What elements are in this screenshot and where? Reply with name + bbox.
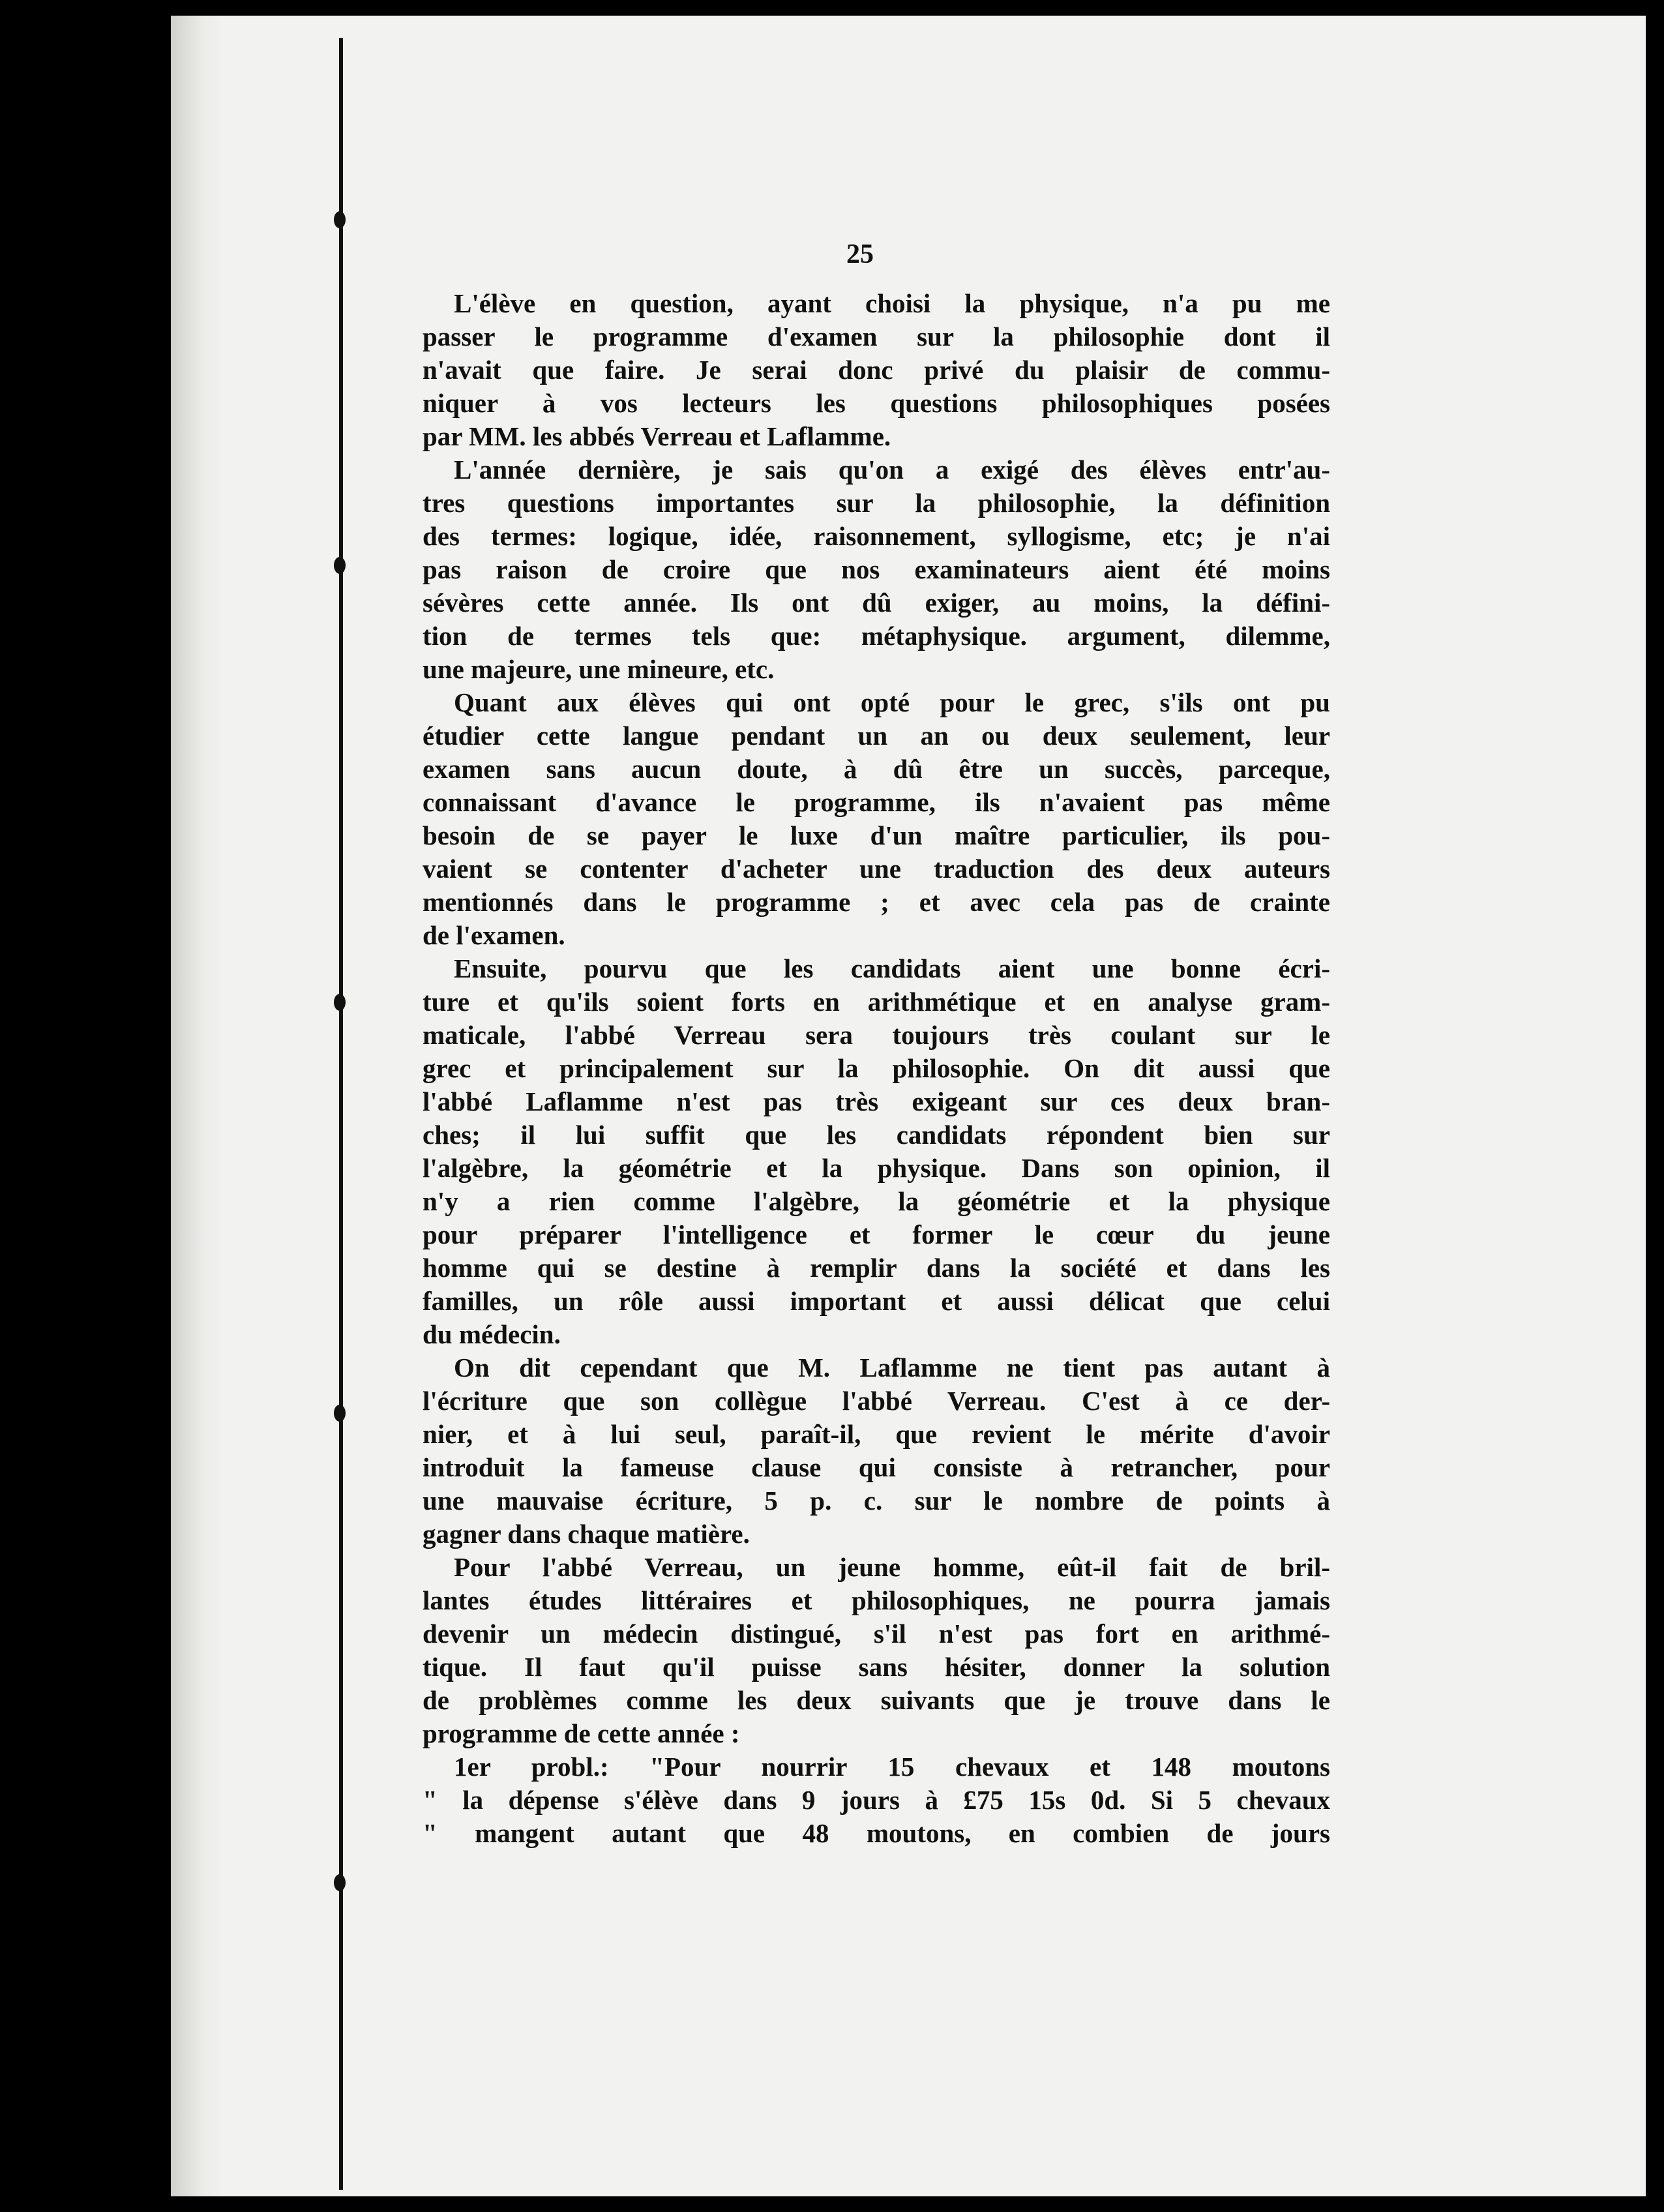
text-line: 1er probl.: "Pour nourrir 15 chevaux et 148 moutons bbox=[454, 1752, 1330, 1782]
text-line: passer le programme d'examen sur la philosophie dont il bbox=[423, 321, 1330, 351]
body-text bbox=[423, 287, 1330, 1850]
text-line: " la dépense s'élève dans 9 jours à £75 15s 0d. Si 5 chevaux bbox=[423, 1785, 1330, 1815]
binding-thread-mark bbox=[334, 1874, 346, 1891]
text-line: du médecin. bbox=[423, 1319, 561, 1349]
text-line: tique. Il faut qu'il puisse sans hésiter, donner la solution bbox=[423, 1652, 1330, 1682]
binding-thread-mark bbox=[334, 1405, 346, 1422]
text-line: niquer à vos lecteurs les questions philosophiques posées bbox=[423, 388, 1330, 418]
text-line: l'écriture que son collègue l'abbé Verreau. C'est à ce der- bbox=[423, 1386, 1330, 1416]
text-line: connaissant d'avance le programme, ils n'avaient pas même bbox=[423, 787, 1330, 817]
text-line: lantes études littéraires et philosophiques, ne pourra jamais bbox=[423, 1585, 1330, 1615]
text-line: pour préparer l'intelligence et former le cœur du jeune bbox=[423, 1219, 1330, 1249]
text-line: grec et principalement sur la philosophie. On dit aussi que bbox=[423, 1053, 1330, 1083]
text-line: de l'examen. bbox=[423, 920, 565, 950]
binding-rule bbox=[339, 38, 343, 2190]
text-line: l'algèbre, la géométrie et la physique. Dans son opinion, il bbox=[423, 1153, 1330, 1183]
text-line: Quant aux élèves qui ont opté pour le grec, s'ils ont pu bbox=[454, 687, 1330, 717]
text-line: introduit la fameuse clause qui consiste à retrancher, pour bbox=[423, 1452, 1330, 1482]
text-line: de problèmes comme les deux suivants que je trouve dans le bbox=[423, 1685, 1330, 1715]
text-line: une mauvaise écriture, 5 p. c. sur le nombre de points à bbox=[423, 1486, 1330, 1516]
text-line: gagner dans chaque matière. bbox=[423, 1519, 750, 1549]
text-line: Pour l'abbé Verreau, un jeune homme, eût-il fait de bril- bbox=[454, 1552, 1330, 1582]
text-line: homme qui se destine à remplir dans la société et dans les bbox=[423, 1253, 1330, 1283]
binding-thread-mark bbox=[334, 557, 346, 574]
text-line: maticale, l'abbé Verreau sera toujours très coulant sur le bbox=[423, 1020, 1330, 1050]
text-line: une majeure, une mineure, etc. bbox=[423, 654, 775, 684]
page-number: 25 bbox=[846, 239, 874, 269]
text-line: l'abbé Laflamme n'est pas très exigeant sur ces deux bran- bbox=[423, 1086, 1330, 1116]
text-line: Ensuite, pourvu que les candidats aient une bonne écri- bbox=[454, 953, 1330, 983]
binding-thread-mark bbox=[334, 994, 346, 1011]
text-line: pas raison de croire que nos examinateurs aient été moins bbox=[423, 554, 1330, 584]
text-line: devenir un médecin distingué, s'il n'est pas fort en arithmé- bbox=[423, 1619, 1330, 1649]
text-line: On dit cependant que M. Laflamme ne tient pas autant à bbox=[454, 1353, 1330, 1382]
text-line: des termes: logique, idée, raisonnement, syllogisme, etc; je n'ai bbox=[423, 521, 1330, 551]
text-line: " mangent autant que 48 moutons, en combien de jours bbox=[423, 1818, 1330, 1848]
text-line: n'y a rien comme l'algèbre, la géométrie et la physique bbox=[423, 1186, 1330, 1216]
text-line: nier, et à lui seul, paraît-il, que revient le mérite d'avoir bbox=[423, 1419, 1330, 1449]
text-line: mentionnés dans le programme ; et avec cela pas de crainte bbox=[423, 887, 1330, 917]
text-line: examen sans aucun doute, à dû être un succès, parceque, bbox=[423, 754, 1330, 784]
text-line: besoin de se payer le luxe d'un maître particulier, ils pou- bbox=[423, 820, 1330, 850]
text-line: ture et qu'ils soient forts en arithmétique et en analyse gram- bbox=[423, 987, 1330, 1017]
text-line: étudier cette langue pendant un an ou deux seulement, leur bbox=[423, 721, 1330, 751]
text-line: ches; il lui suffit que les candidats répondent bien sur bbox=[423, 1120, 1330, 1150]
text-line: tion de termes tels que: métaphysique. argument, dilemme, bbox=[423, 621, 1330, 651]
text-line: vaient se contenter d'acheter une traduction des deux auteurs bbox=[423, 854, 1330, 884]
text-line: par MM. les abbés Verreau et Laflamme. bbox=[423, 421, 891, 451]
text-line: L'année dernière, je sais qu'on a exigé des élèves entr'au- bbox=[454, 455, 1330, 485]
text-line: tres questions importantes sur la philosophie, la définition bbox=[423, 488, 1330, 518]
binding-thread-mark bbox=[334, 211, 346, 228]
binding-shadow bbox=[171, 16, 223, 2196]
text-line: L'élève en question, ayant choisi la physique, n'a pu me bbox=[454, 288, 1330, 318]
text-line: n'avait que faire. Je serai donc privé du plaisir de commu- bbox=[423, 355, 1330, 385]
text-line: programme de cette année : bbox=[423, 1718, 740, 1748]
text-line: sévères cette année. Ils ont dû exiger, au moins, la défini- bbox=[423, 588, 1330, 618]
text-line: familles, un rôle aussi important et aussi délicat que celui bbox=[423, 1286, 1330, 1316]
